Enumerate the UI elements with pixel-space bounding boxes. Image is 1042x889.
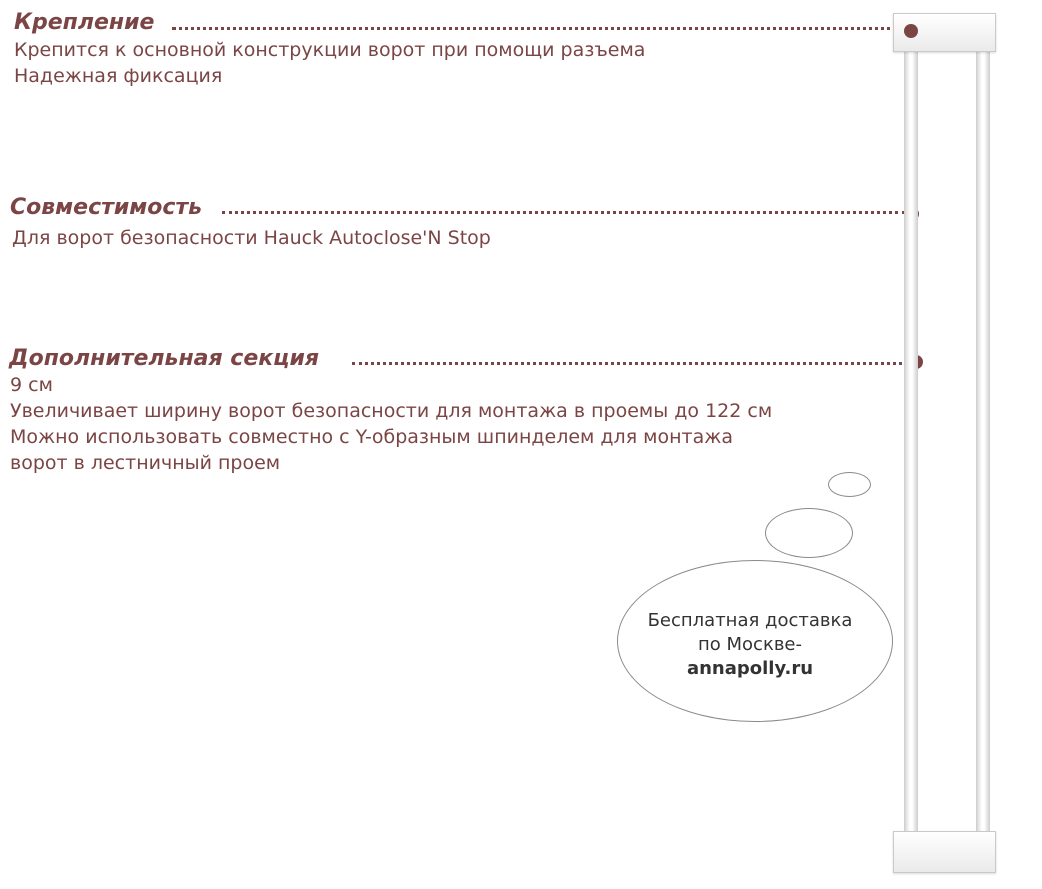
marker-dot-mounting-overlay bbox=[904, 24, 918, 38]
delivery-callout-line-1: Бесплатная доставка bbox=[647, 610, 853, 631]
leader-line-extension bbox=[352, 362, 908, 365]
delivery-callout bbox=[616, 609, 884, 681]
gate-left-rail bbox=[904, 50, 918, 832]
section-title-compatibility: Совместимость bbox=[10, 195, 203, 220]
extension-text-line-3: Можно использовать совместно с Y-образным шпинделем для монтажа bbox=[10, 426, 734, 448]
thought-bubble-small bbox=[828, 472, 871, 497]
compatibility-text-line-1: Для ворот безопасности Hauck Autoclose'N Stop bbox=[12, 227, 491, 249]
section-title-mounting: Крепление bbox=[14, 10, 155, 35]
extension-text-line-1: 9 см bbox=[10, 374, 53, 396]
mounting-text-line-1: Крепится к основной конструкции ворот при помощи разъема bbox=[14, 39, 646, 61]
thought-bubble-medium bbox=[765, 508, 853, 558]
leader-line-compatibility bbox=[222, 211, 905, 214]
mounting-text-line-2: Надежная фиксация bbox=[14, 65, 223, 87]
extension-text-line-2: Увеличивает ширину ворот безопасности для монтажа в проемы до 122 см bbox=[10, 400, 773, 422]
delivery-callout-brand: annapolly.ru bbox=[686, 658, 814, 679]
extension-text-line-4: ворот в лестничный проем bbox=[10, 452, 281, 474]
delivery-callout-line-2: по Москве- bbox=[698, 634, 802, 655]
leader-line-mounting bbox=[172, 27, 904, 30]
section-title-extension: Дополнительная секция bbox=[9, 346, 320, 371]
gate-bottom-connector bbox=[893, 831, 996, 873]
gate-right-rail bbox=[976, 50, 990, 832]
